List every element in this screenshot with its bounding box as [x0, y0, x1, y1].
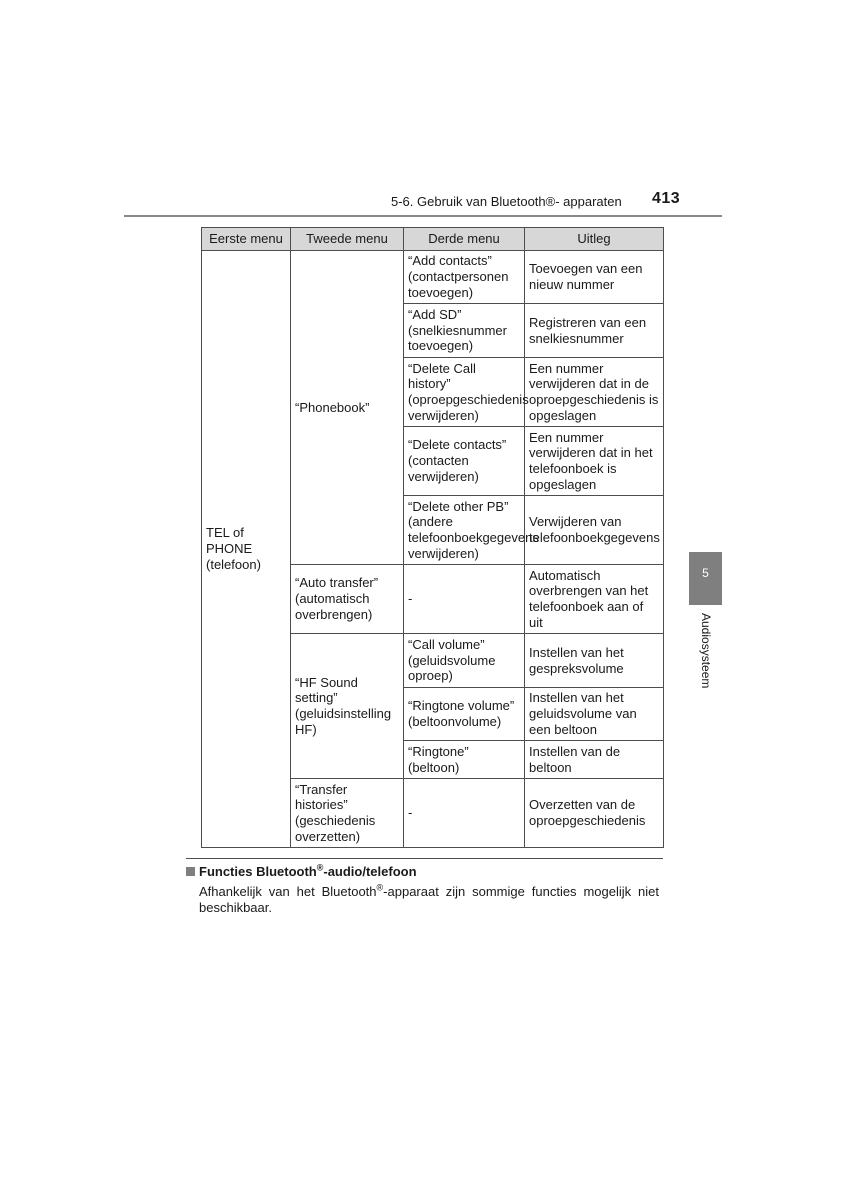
- column-header: Eerste menu: [202, 228, 291, 251]
- description-cell: Een nummer verwijderen dat in de oproepgeschiedenis is opgeslagen: [525, 358, 664, 427]
- description-cell: Automatisch overbrengen van het telefoonboek aan of uit: [525, 565, 664, 634]
- chapter-tab: 5: [689, 552, 722, 605]
- header-divider: [124, 215, 722, 217]
- heading-text-suffix: -audio/telefoon: [323, 864, 417, 879]
- third-menu-cell: “Ringtone” (beltoon): [404, 741, 525, 779]
- third-menu-cell: “Ringtone volume” (beltoonvolume): [404, 688, 525, 741]
- table-header-row: [202, 228, 664, 251]
- section-heading: [186, 864, 417, 879]
- body-text-suffix: -apparaat zijn sommige functies mogelijk niet beschikbaar.: [199, 884, 659, 915]
- square-bullet-icon: [186, 867, 195, 876]
- third-menu-cell: -: [404, 565, 525, 634]
- table-row: [202, 251, 664, 304]
- third-menu-cell: “Add SD” (snelkiesnummer toevoegen): [404, 304, 525, 358]
- description-cell: Verwijderen van telefoonboekgegevens: [525, 496, 664, 565]
- page-number: 413: [652, 190, 681, 207]
- description-cell: Toevoegen van een nieuw nummer: [525, 251, 664, 304]
- second-menu-cell: “Transfer histories” (geschiedenis overzetten): [291, 779, 404, 848]
- body-text: Afhankelijk van het Bluetooth: [199, 884, 377, 899]
- registered-mark: ®: [376, 882, 384, 893]
- registered-mark: ®: [316, 862, 324, 873]
- third-menu-cell: “Call volume” (geluidsvolume oproep): [404, 634, 525, 688]
- description-cell: Instellen van de beltoon: [525, 741, 664, 779]
- description-cell: Overzetten van de oproepgeschiedenis: [525, 779, 664, 848]
- third-menu-cell: -: [404, 779, 525, 848]
- second-menu-cell: “Auto transfer” (automatisch overbrengen): [291, 565, 404, 634]
- third-menu-cell: “Delete contacts” (contacten verwijderen): [404, 427, 525, 496]
- description-cell: Instellen van het geluidsvolume van een beltoon: [525, 688, 664, 741]
- third-menu-cell: “Add contacts” (contactpersonen toevoegen): [404, 251, 525, 304]
- section-body: [199, 884, 659, 916]
- second-menu-cell: “HF Sound setting” (geluidsinstelling HF): [291, 634, 404, 779]
- first-menu-cell: TEL of PHONE (telefoon): [202, 251, 291, 848]
- chapter-header: 5-6. Gebruik van Bluetooth®- apparaten: [391, 194, 622, 209]
- column-header: Uitleg: [525, 228, 664, 251]
- second-menu-cell: “Phonebook”: [291, 251, 404, 565]
- column-header: Tweede menu: [291, 228, 404, 251]
- menu-table: [201, 227, 664, 848]
- column-header: Derde menu: [404, 228, 525, 251]
- third-menu-cell: “Delete other PB” (andere telefoonboekgegevens verwijderen): [404, 496, 525, 565]
- description-cell: Instellen van het gespreksvolume: [525, 634, 664, 688]
- description-cell: Een nummer verwijderen dat in het telefoonboek is opgeslagen: [525, 427, 664, 496]
- description-cell: Registreren van een snelkiesnummer: [525, 304, 664, 358]
- third-menu-cell: “Delete Call history” (oproepgeschiedenis verwijderen): [404, 358, 525, 427]
- heading-text: Functies Bluetooth: [199, 864, 317, 879]
- chapter-tab-label: Audiosysteem: [699, 613, 713, 689]
- section-divider: [186, 858, 663, 859]
